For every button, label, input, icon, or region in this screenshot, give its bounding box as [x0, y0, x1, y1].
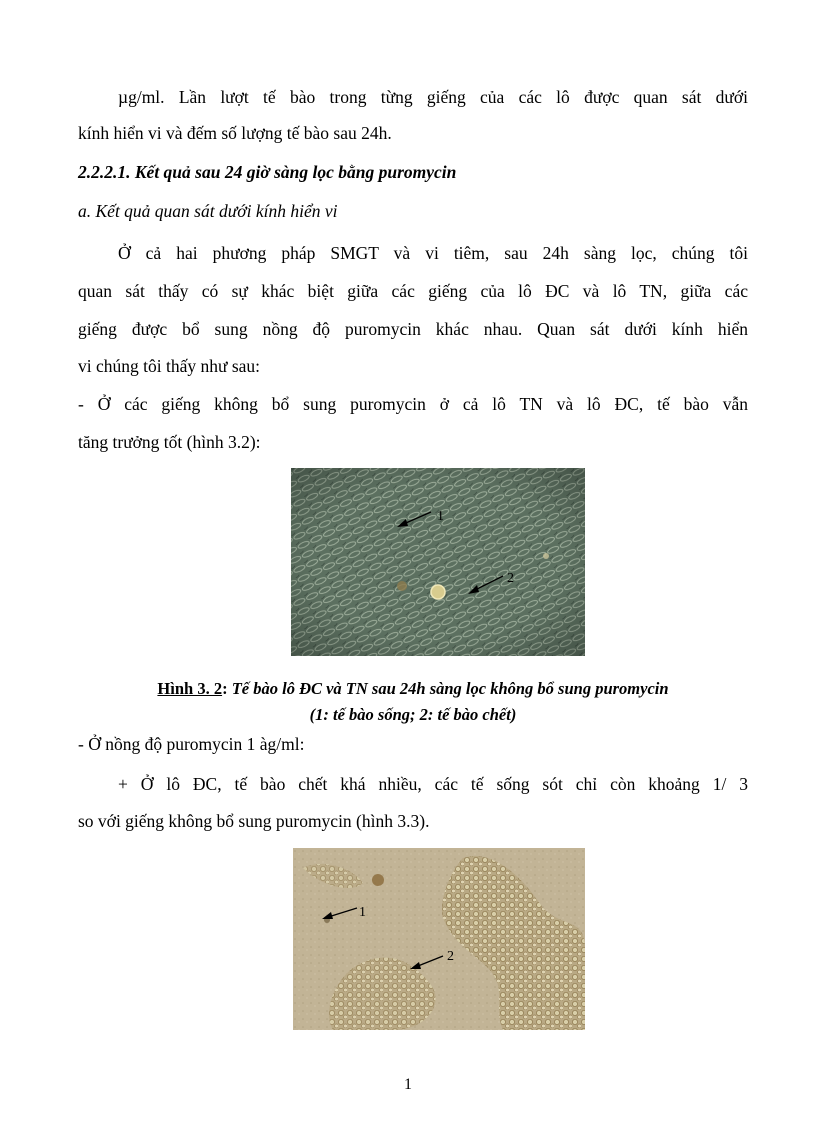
page-number: 1 [404, 1076, 412, 1093]
figure-marker-1: 1 [359, 905, 366, 920]
micrograph-figure-3-3 [293, 848, 585, 1030]
figure-caption-note: (1: tế bào sống; 2: tế bào chết) [309, 705, 517, 724]
figure-label: Hình 3. 2 [157, 679, 223, 698]
micrograph-figure-3-2 [291, 468, 585, 656]
dead-cell-marker [431, 585, 445, 599]
figure-marker-1: 1 [437, 509, 444, 524]
section-heading: 2.2.2.1. Kết quả sau 24 giờ sàng lọc bằng puromycin [78, 162, 457, 182]
subsection-heading: a. Kết quả quan sát dưới kính hiển vi [78, 201, 338, 221]
bullet-line: - Ở nồng độ puromycin 1 àg/ml: [78, 734, 305, 754]
paragraph-line: quan sát thấy có sự khác biệt giữa các giếng của lô ĐC và lô TN, giữa các [78, 281, 748, 301]
figure-marker-2: 2 [507, 571, 514, 586]
figure-marker-2: 2 [447, 949, 454, 964]
paragraph-line: so với giếng không bổ sung puromycin (hình 3.3). [78, 811, 430, 831]
bullet-line: - Ở các giếng không bổ sung puromycin ở cả lô TN và lô ĐC, tế bào vẫn [78, 394, 748, 414]
paragraph-line: vi chúng tôi thấy như sau: [78, 356, 261, 376]
figure-title: Tế bào lô ĐC và TN sau 24h sàng lọc không bổ sung puromycin [227, 679, 669, 698]
figure-caption: Hình 3. 2: Tế bào lô ĐC và TN sau 24h sàng lọc không bổ sung puromycin [157, 679, 669, 698]
bullet-line: tăng trưởng tốt (hình 3.2): [78, 432, 261, 452]
paragraph-line: giếng được bổ sung nồng độ puromycin khác nhau. Quan sát dưới kính hiển [78, 319, 748, 339]
paragraph-line: µg/ml. Lần lượt tế bào trong từng giếng của các lô được quan sát dưới [118, 87, 748, 107]
paragraph-line: kính hiển vi và đếm số lượng tế bào sau 24h. [78, 123, 392, 143]
paragraph-line: Ở cả hai phương pháp SMGT và vi tiêm, sau 24h sàng lọc, chúng tôi [118, 243, 748, 263]
paragraph-line: + Ở lô ĐC, tế bào chết khá nhiều, các tế sống sót chỉ còn khoảng 1/ 3 [118, 774, 748, 794]
